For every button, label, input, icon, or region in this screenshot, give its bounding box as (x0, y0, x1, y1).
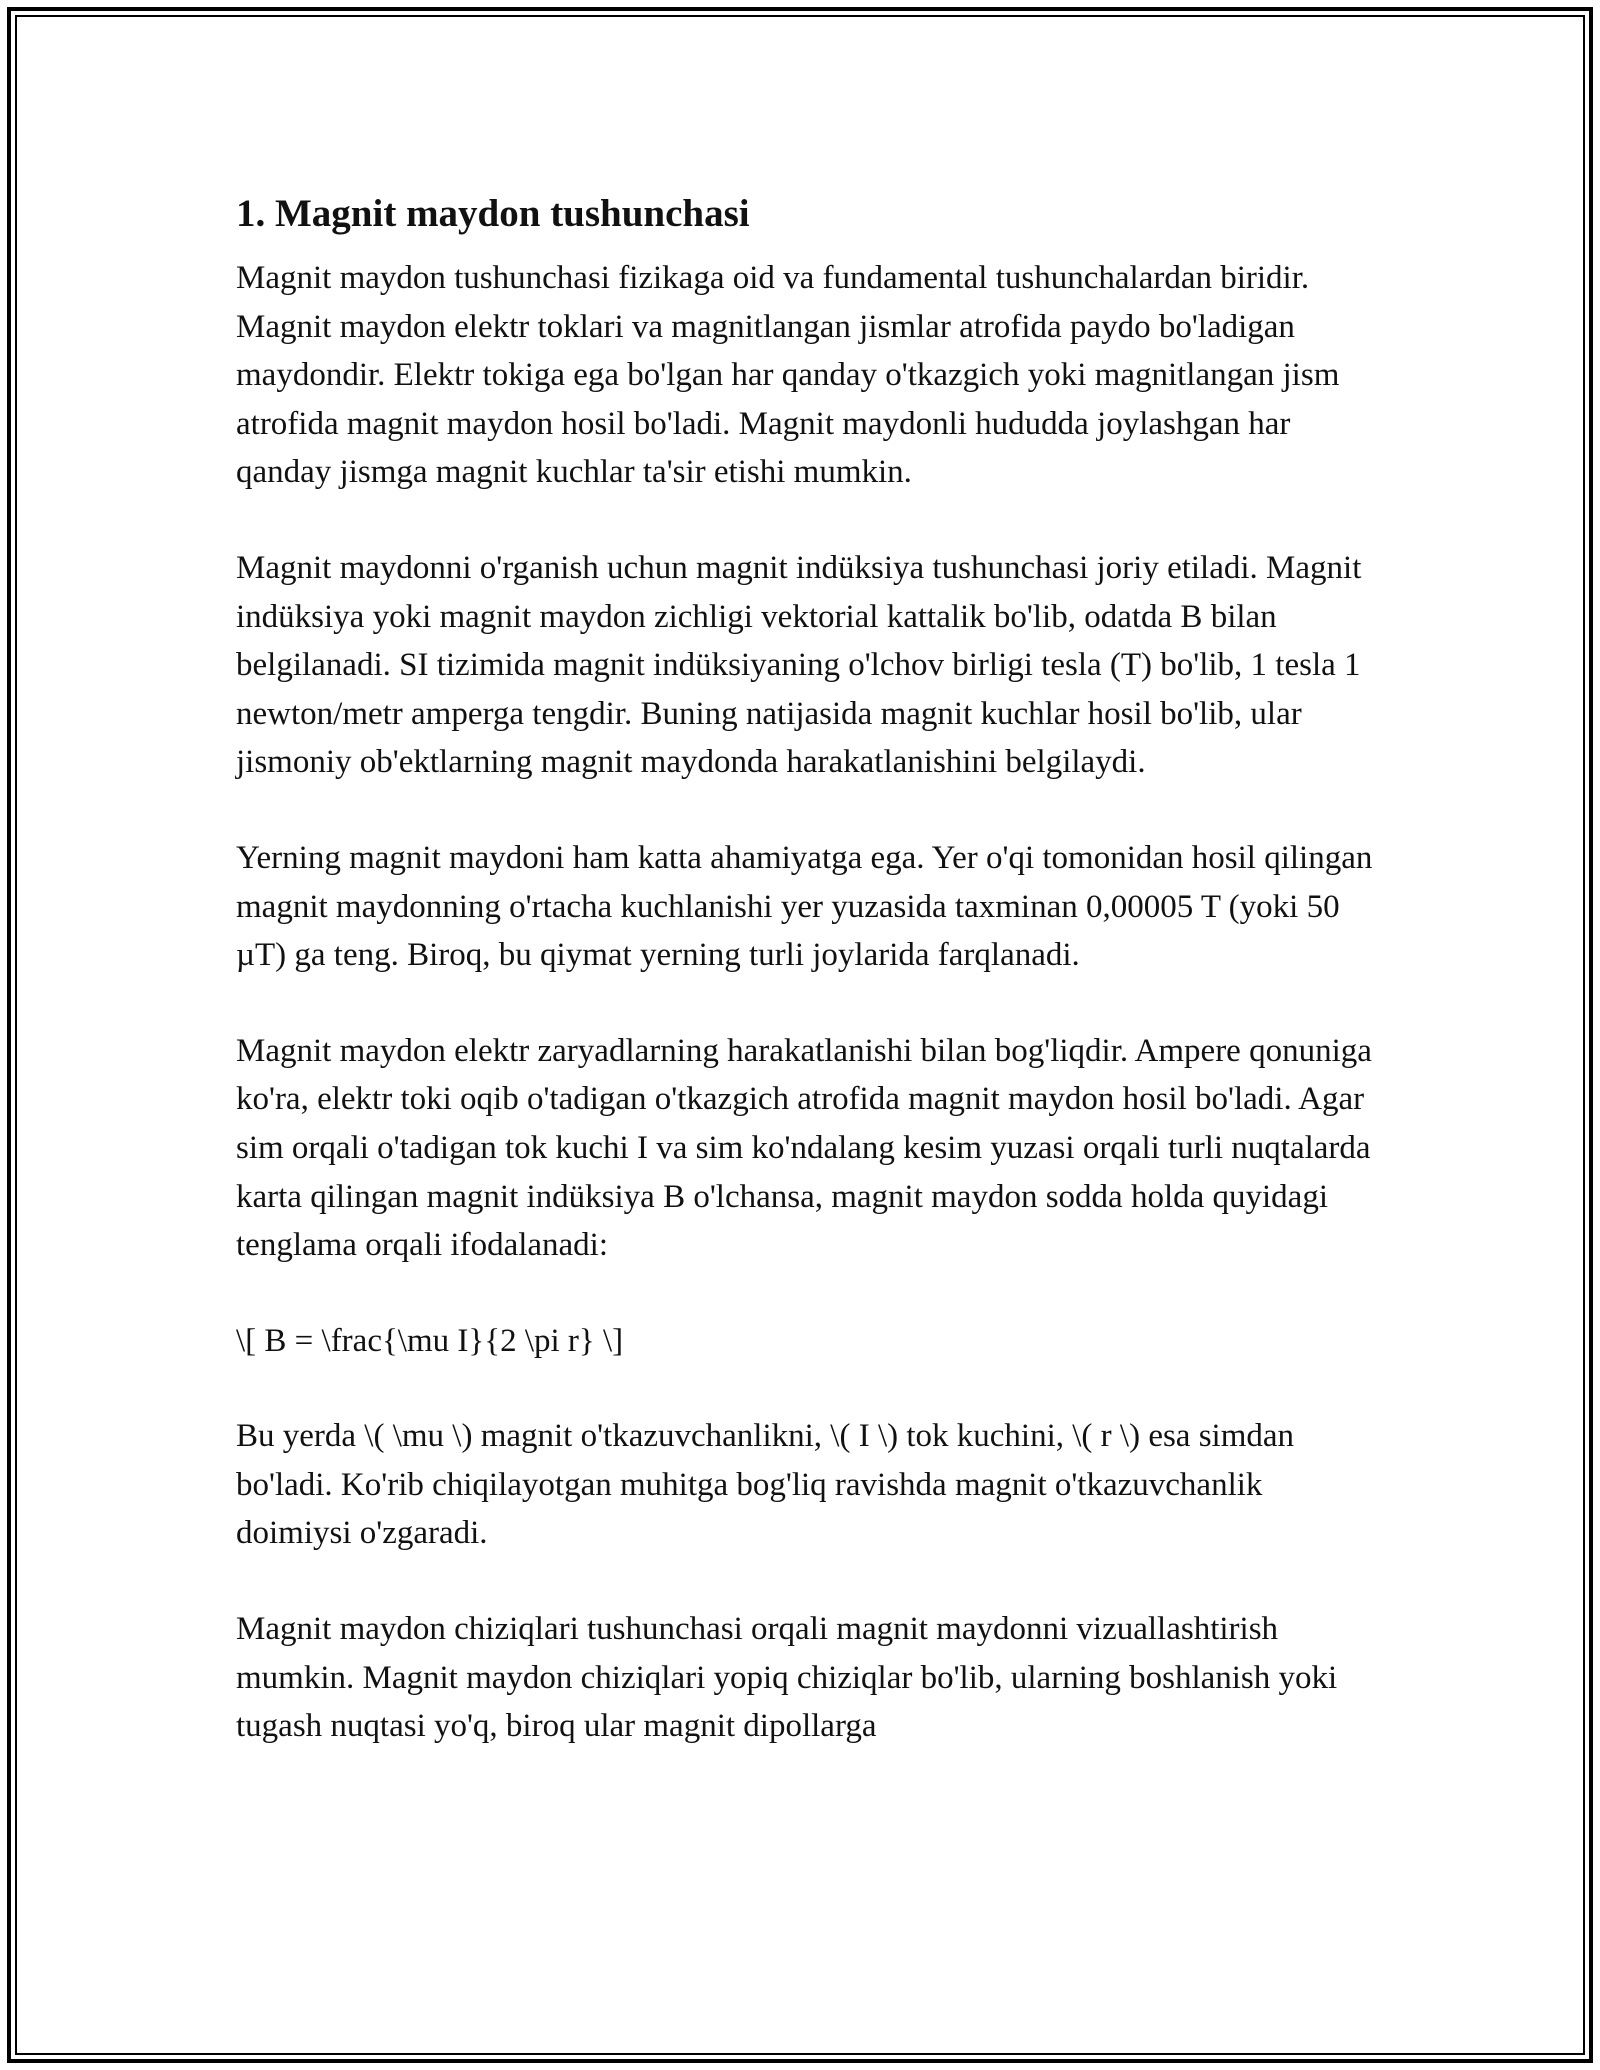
paragraph-induction: Magnit maydonni o'rganish uchun magnit indüksiya tushunchasi joriy etiladi. Magnit indüksiya yoki magnit maydon zichligi vektorial kattalik bo'lib, odatda B bilan belgilanadi. SI tizimida magnit indüksiyaning o'lchov birligi tesla (T) bo'lib, 1 tesla 1 newton/metr amperga tengdir. Buning natijasida magnit kuchlar hosil bo'lib, ular jismoniy ob'ektlarning magnit maydonda harakatlanishini belgilaydi. (236, 549, 1362, 781)
paragraph-ampere-law: Magnit maydon elektr zaryadlarning harakatlanishi bilan bog'liqdir. Ampere qonuniga ko'ra, elektr toki oqib o'tadigan o'tkazgich atrofida magnit maydon hosil bo'ladi. Agar sim orqali o'tadigan tok kuchi I va sim ko'ndalang kesim yuzasi orqali turli nuqtalarda karta qilingan magnit indüksiya B o'lchansa, magnit maydon sodda holda quyidagi tenglama orqali ifodalanadi: (236, 1032, 1372, 1264)
equation-latex: \[ B = \frac{\mu I}{2 \pi r} \] (236, 1322, 624, 1359)
paragraph-variables: Bu yerda \( \mu \) magnit o'tkazuvchanlikni, \( I \) tok kuchini, \( r \) esa simdan bo'ladi. Ko'rib chiqilayotgan muhitga bog'liq ravishda magnit o'tkazuvchanlik doimiysi o'zgaradi. (236, 1418, 1295, 1552)
document-body (236, 186, 1386, 1751)
paragraph-earth-field: Yerning magnit maydoni ham katta ahamiyatga ega. Yer o'qi tomonidan hosil qilingan magnit maydonning o'rtacha kuchlanishi yer yuzasida taxminan 0,00005 T (yoki 50 µT) ga teng. Biroq, bu qiymat yerning turli joylarida farqlanadi. (236, 839, 1373, 974)
section-heading: 1. Magnit maydon tushunchasi (236, 192, 750, 235)
paragraph-intro: Magnit maydon tushunchasi fizikaga oid va fundamental tushunchalardan biridir. Magnit maydon elektr toklari va magnitlangan jismlar atrofida paydo bo'ladigan maydondir. Elektr tokiga ega bo'lgan har qanday o'tkazgich yoki magnitlangan jism atrofida magnit maydon hosil bo'ladi. Magnit maydonli hududda joylashgan har qanday jismga magnit kuchlar ta'sir etishi mumkin. (236, 260, 1340, 491)
paragraph-field-lines: Magnit maydon chiziqlari tushunchasi orqali magnit maydonni vizuallashtirish mumkin. Magnit maydon chiziqlari yopiq chiziqlar bo'lib, ularning boshlanish yoki tugash nuqtasi yo'q, biroq ular magnit dipollarga (236, 1611, 1338, 1745)
